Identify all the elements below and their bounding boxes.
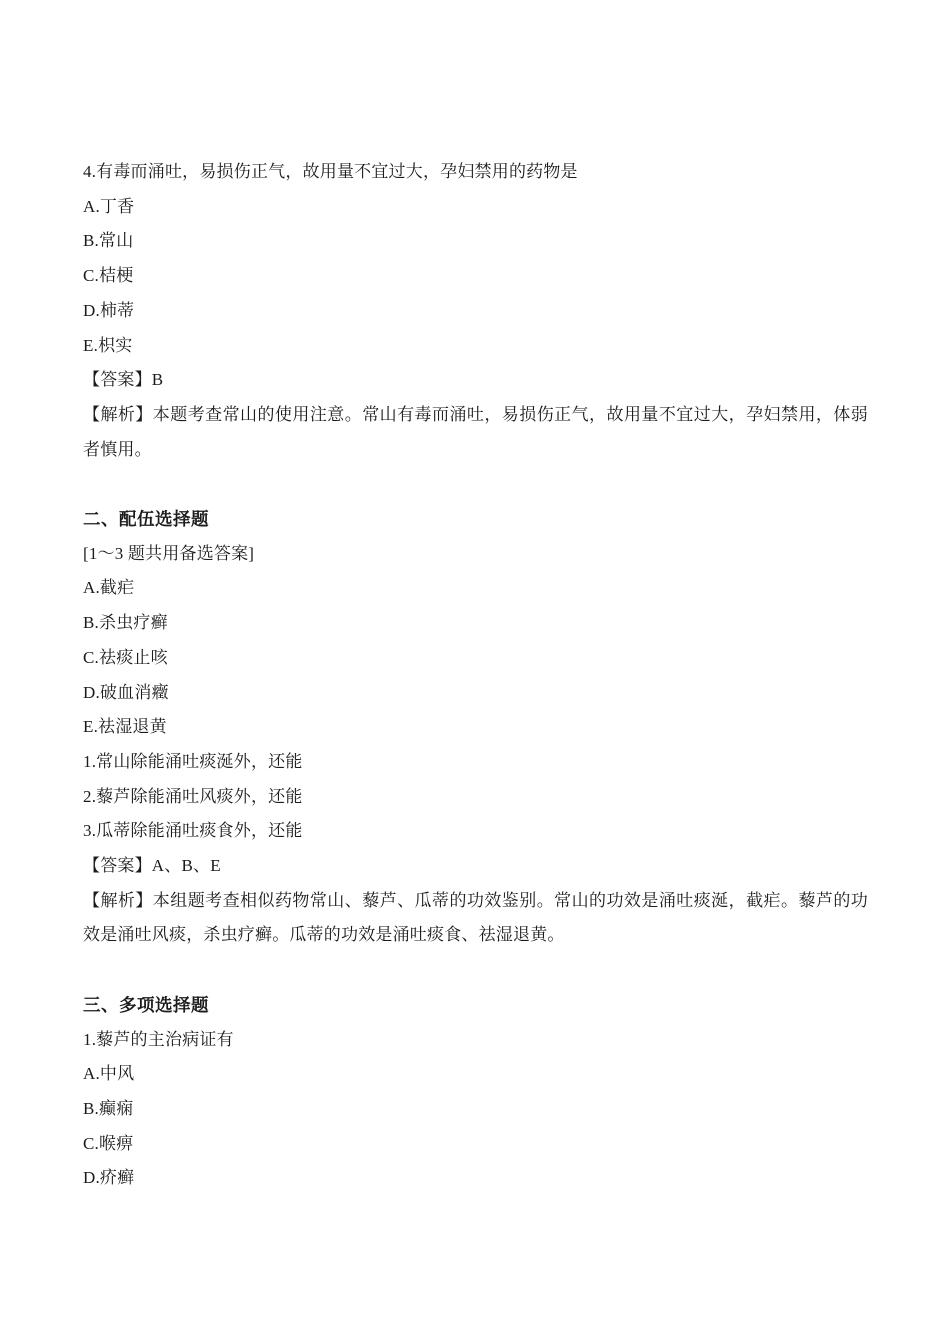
section-2-heading: 二、配伍选择题	[83, 509, 209, 530]
section-3-option-c: C.喉痹	[83, 1133, 134, 1153]
section-spacer	[83, 953, 868, 988]
section-2-question-1: 1.常山除能涌吐痰涎外，还能	[83, 751, 303, 771]
section-3-question-1-stem: 1.藜芦的主治病证有	[83, 1029, 234, 1049]
question-4-analysis: 【解析】本题考查常山的使用注意。常山有毒而涌吐，易损伤正气，故用量不宜过大，孕妇禁用，体弱者慎用。	[83, 404, 868, 459]
section-3-option-a: A.中风	[83, 1064, 135, 1084]
section-2-option-d: D.破血消癥	[83, 682, 169, 702]
question-4-answer: 【答案】B	[83, 370, 164, 390]
question-4-option-e: E.枳实	[83, 335, 133, 355]
section-spacer	[83, 467, 868, 502]
section-2-question-3: 3.瓜蒂除能涌吐痰食外，还能	[83, 821, 303, 841]
section-2-answer: 【答案】A、B、E	[83, 856, 221, 876]
section-2-option-e: E.祛湿退黄	[83, 717, 167, 737]
section-2-question-2: 2.藜芦除能涌吐风痰外，还能	[83, 786, 303, 806]
section-2-option-a: A.截疟	[83, 578, 135, 598]
question-4-option-d: D.柿蒂	[83, 300, 135, 320]
question-4-option-a: A.丁香	[83, 196, 135, 216]
question-4-option-c: C.桔梗	[83, 266, 134, 286]
section-3-option-b: B.癫痫	[83, 1098, 134, 1118]
section-2-analysis: 【解析】本组题考查相似药物常山、藜芦、瓜蒂的功效鉴别。常山的功效是涌吐痰涎，截疟。藜芦的功效是涌吐风痰，杀虫疗癣。瓜蒂的功效是涌吐痰食、祛湿退黄。	[83, 890, 868, 945]
question-4-stem: 4.有毒而涌吐，易损伤正气，故用量不宜过大，孕妇禁用的药物是	[83, 162, 578, 181]
section-2-option-c: C.祛痰止咳	[83, 647, 168, 667]
question-4-option-b: B.常山	[83, 231, 134, 251]
section-2-shared-note: [1～3 题共用备选答案]	[83, 543, 255, 563]
section-2-option-b: B.杀虫疗癣	[83, 613, 168, 633]
section-3-heading: 三、多项选择题	[83, 994, 209, 1015]
section-3-option-d: D.疥癣	[83, 1168, 135, 1188]
